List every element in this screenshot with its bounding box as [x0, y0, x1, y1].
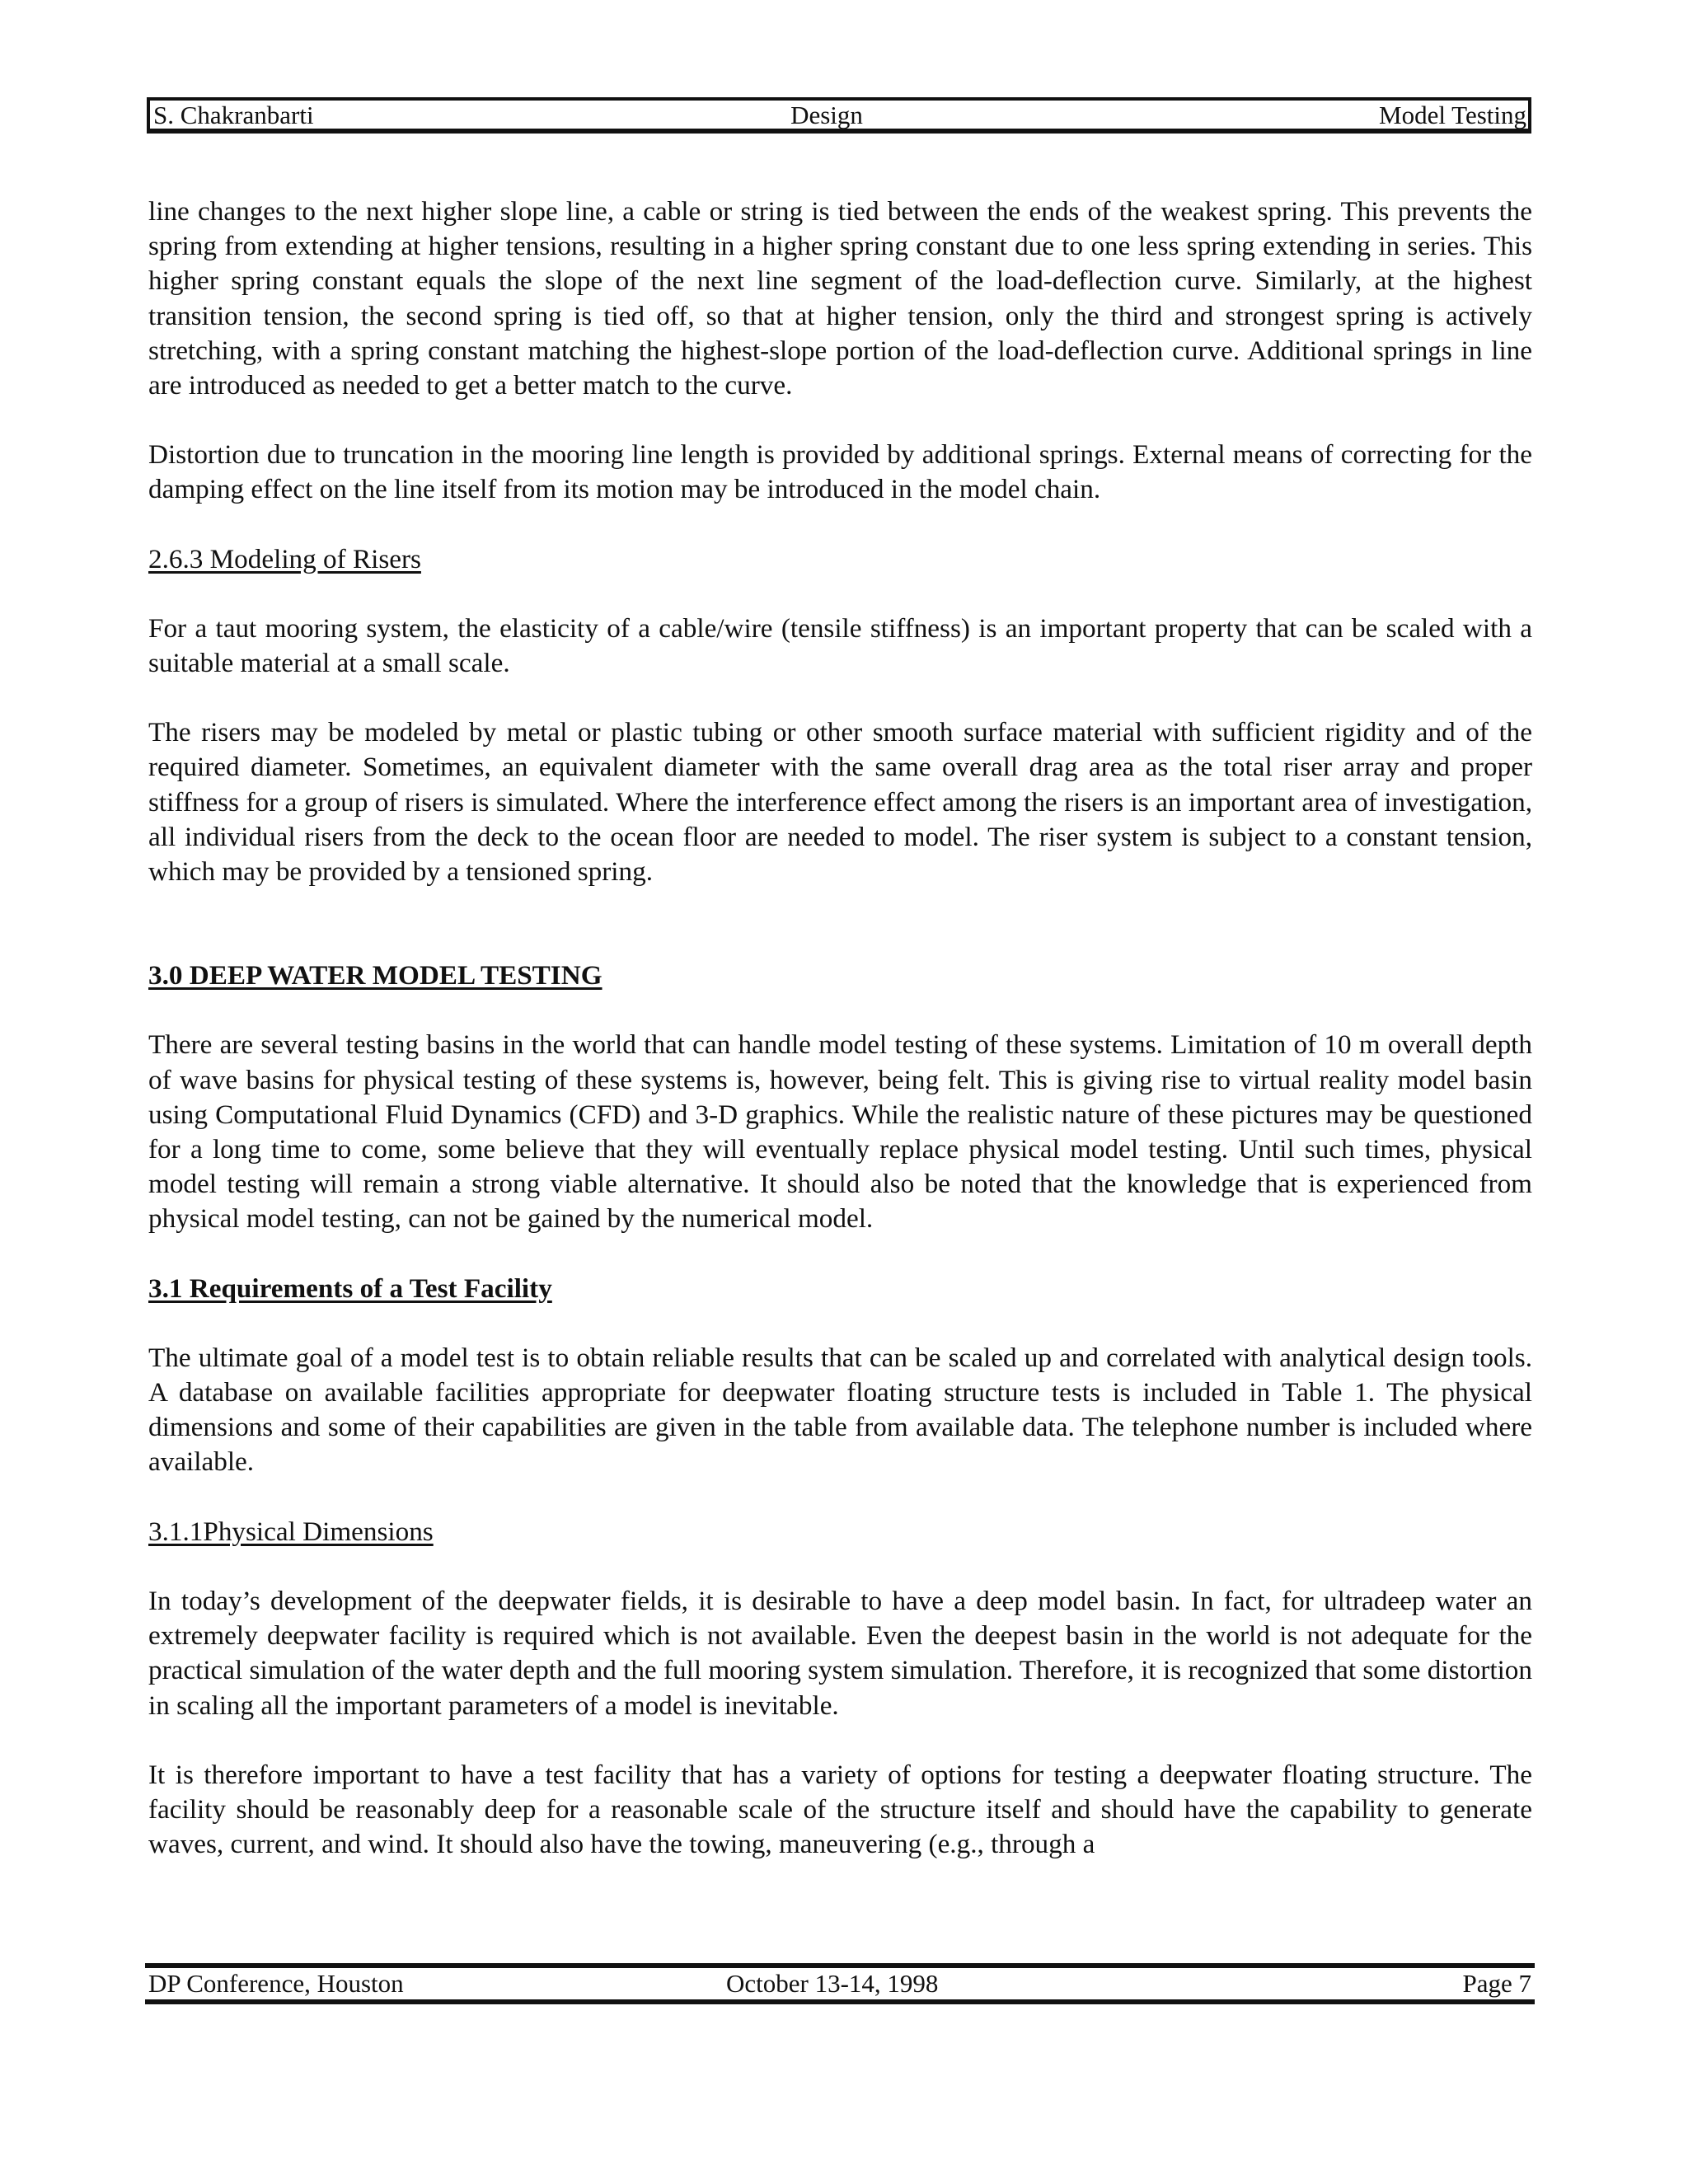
paragraph-taut-mooring: For a taut mooring system, the elasticity of a cable/wire (tensile stiffness) is an important property that can be scaled with a suitable material at a small scale. [148, 612, 1532, 679]
footer-conference: DP Conference, Houston [148, 1969, 404, 1998]
heading-test-facility-requirements: 3.1 Requirements of a Test Facility [148, 1272, 552, 1304]
heading-physical-dimensions: 3.1.1Physical Dimensions [148, 1516, 434, 1547]
paragraph-model-test-goal: The ultimate goal of a model test is to obtain reliable results that can be scaled up and correlated with analytical design tools. A database on available facilities appropriate for deepwater floating structure tests is included in Table 1. The physical dimensions and some of their capabilities are given in the table from available data. The telephone number is included where available. [148, 1342, 1532, 1478]
paragraph-deep-model-basin: In today’s development of the deepwater fields, it is desirable to have a deep model basin. In fact, for ultradeep water an extremely deepwater facility is required which is not available. Even the deepest basin in the world is not adequate for the practical simulation of the water depth and the full mooring system simulation. Therefore, it is recognized that some distortion in scaling all the important parameters of a model is inevitable. [148, 1585, 1532, 1721]
paragraph-test-facility-options: It is therefore important to have a test facility that has a variety of options for testing a deepwater floating structure. The facility should be reasonably deep for a reasonable scale of the structure itself and should have the capability to generate waves, current, and wind. It should also have the towing, maneuvering (e.g., through a [148, 1759, 1532, 1860]
running-header [147, 97, 1531, 134]
running-footer [145, 1963, 1535, 2004]
header-section: Design [790, 101, 863, 129]
header-author: S. Chakranbarti [153, 101, 314, 129]
paragraph-riser-modeling: The risers may be modeled by metal or plastic tubing or other smooth surface material with sufficient rigidity and of the required diameter. Sometimes, an equivalent diameter with the same overall drag area as the total riser array and proper stiffness for a group of risers is simulated. Where the interference effect among the risers is an important area of investigation, all individual risers from the deck to the ocean floor are needed to model. The riser system is subject to a constant tension, which may be provided by a tensioned spring. [148, 717, 1532, 888]
heading-modeling-of-risers: 2.6.3 Modeling of Risers [148, 543, 421, 574]
paragraph-distortion: Distortion due to truncation in the mooring line length is provided by additional springs. External means of correcting for the damping effect on the line itself from its motion may be introduced in the model chain. [148, 439, 1532, 505]
footer-page-number: Page 7 [1462, 1969, 1531, 1998]
heading-deep-water-model-testing: 3.0 DEEP WATER MODEL TESTING [148, 960, 603, 991]
paragraph-spring-modeling: line changes to the next higher slope line, a cable or string is tied between the ends of the weakest spring. This prevents the spring from extending at higher tensions, resulting in a higher spring constant due to one less spring extending in series. This higher spring constant equals the slope of the next line segment of the load-deflection curve. Similarly, at the highest transition tension, the second spring is tied off, so that at higher tension, only the third and strongest spring is actively stretching, with a spring constant matching the highest-slope portion of the load-deflection curve. Additional springs in line are introduced as needed to get a better match to the curve. [148, 196, 1532, 401]
paragraph-testing-basins: There are several testing basins in the world that can handle model testing of these systems. Limitation of 10 m overall depth of wave basins for physical testing of these systems is, however, being felt. This is giving rise to virtual reality model basin using Computational Fluid Dynamics (CFD) and 3-D graphics. While the realistic nature of these pictures may be questioned for a long time to come, some believe that they will eventually replace physical model testing. Until such times, physical model testing will remain a strong viable alternative. It should also be noted that the knowledge that is experienced from physical model testing, can not be gained by the numerical model. [148, 1029, 1532, 1235]
body-content [148, 194, 1532, 1862]
header-topic: Model Testing [1379, 101, 1526, 129]
footer-date: October 13-14, 1998 [726, 1969, 939, 1998]
